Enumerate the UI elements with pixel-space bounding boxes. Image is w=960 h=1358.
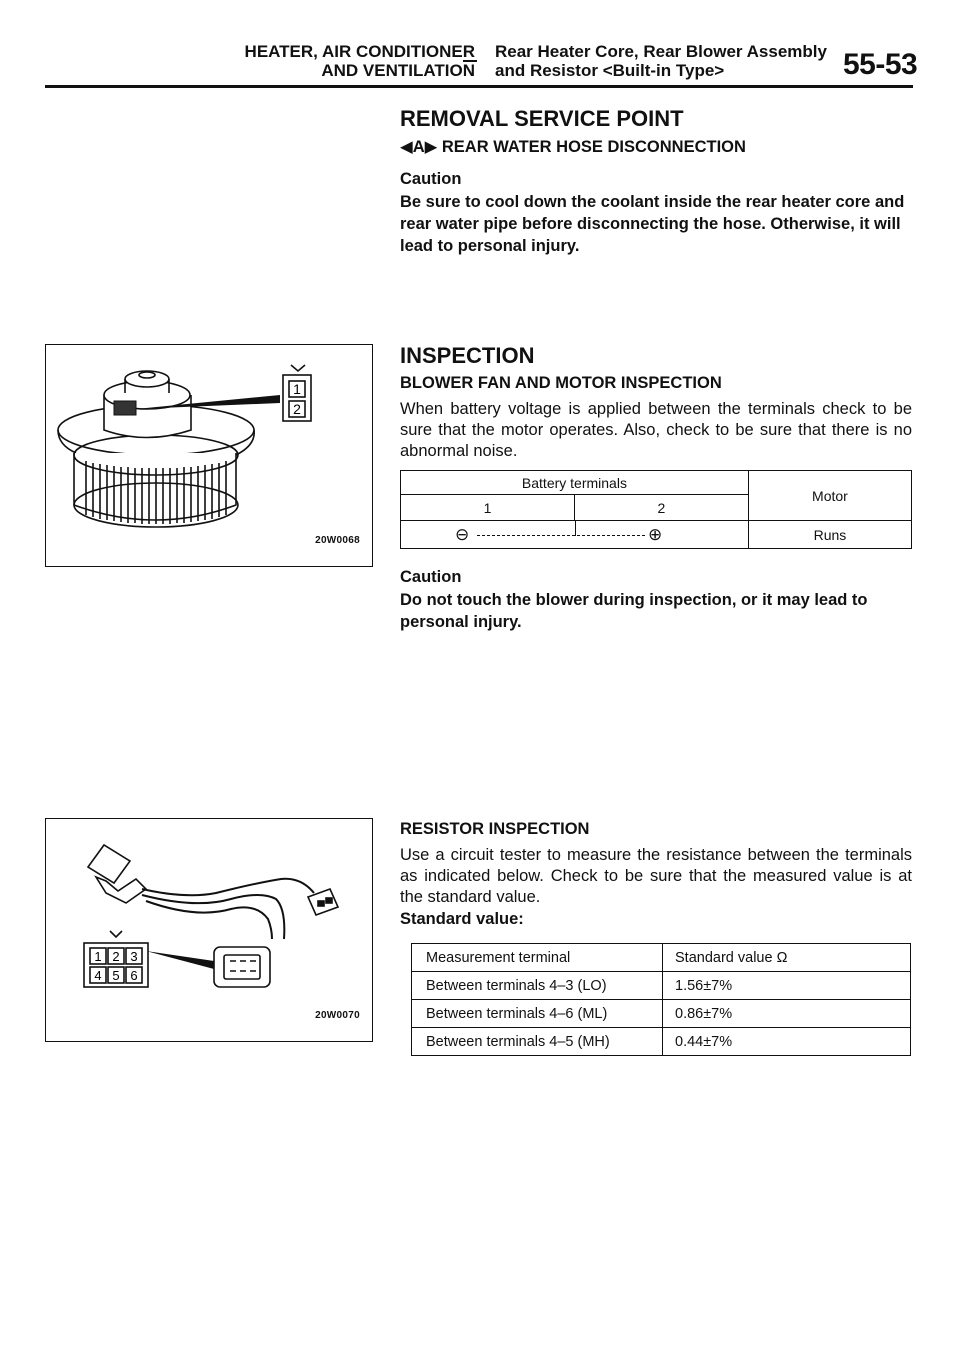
figure-id-label: 20W0070 xyxy=(315,1010,360,1021)
page-header xyxy=(0,0,960,88)
header-rule xyxy=(45,85,913,88)
connector-pin-1: 1 xyxy=(94,949,102,964)
removal-step-heading xyxy=(400,137,912,157)
inspection-title: INSPECTION xyxy=(400,343,535,368)
table-row xyxy=(412,1028,911,1056)
removal-step-title: REAR WATER HOSE DISCONNECTION xyxy=(441,138,746,156)
measurement-terminal-header: Measurement terminal xyxy=(412,944,663,972)
resistance-table xyxy=(411,943,911,1056)
motor-result: Runs xyxy=(748,521,911,549)
value-cell: 0.86±7% xyxy=(663,1000,911,1028)
terminal-1-header: 1 xyxy=(401,495,575,521)
header-section-line2: AND VENTILATION xyxy=(321,61,475,80)
blower-motor-illustration xyxy=(46,345,372,566)
connector-pin-1: 1 xyxy=(293,381,301,397)
connector-pin-2: 2 xyxy=(112,949,120,964)
inspection-caution-text: Do not touch the blower during inspection, or it may lead to personal injury. xyxy=(400,591,868,631)
header-topic xyxy=(495,42,855,80)
column-divider-stub xyxy=(575,520,576,536)
battery-terminal-table xyxy=(400,470,912,549)
connector-pin-2: 2 xyxy=(293,401,301,417)
plus-icon: ⊕ xyxy=(648,524,663,544)
header-section-title xyxy=(190,42,475,80)
blower-motor-figure xyxy=(45,344,373,567)
dashed-connection-line xyxy=(477,535,645,536)
removal-caution-label: Caution xyxy=(400,170,462,188)
value-cell: 0.44±7% xyxy=(663,1028,911,1056)
resistor-figure xyxy=(45,818,373,1042)
resistor-inspection-title: RESISTOR INSPECTION xyxy=(400,820,590,838)
terminal-cell: Between terminals 4–5 (MH) xyxy=(412,1028,663,1056)
connector-pin-4: 4 xyxy=(94,968,102,983)
table-row xyxy=(412,972,911,1000)
header-section-line1: HEATER, AIR CONDITIONER xyxy=(244,42,475,61)
minus-icon: ⊖ xyxy=(455,524,470,544)
battery-terminals-header: Battery terminals xyxy=(401,471,749,495)
removal-caution-text: Be sure to cool down the coolant inside the rear heater core and rear water pipe before disconnecting the hose. Otherwise, it will lead to personal injury. xyxy=(400,193,905,255)
figure-id-label: 20W0068 xyxy=(315,535,360,546)
resistor-illustration xyxy=(46,819,372,1041)
removal-title: REMOVAL SERVICE POINT xyxy=(400,106,684,131)
table-row xyxy=(412,1000,911,1028)
connector-pin-3: 3 xyxy=(130,949,138,964)
header-separator xyxy=(463,60,477,62)
terminal-cell: Between terminals 4–3 (LO) xyxy=(412,972,663,1000)
inspection-caution-label: Caution xyxy=(400,568,462,586)
connector-pin-6: 6 xyxy=(130,968,138,983)
terminal-2-header: 2 xyxy=(574,495,748,521)
page-number: 55-53 xyxy=(843,48,918,81)
header-topic-line2: and Resistor <Built-in Type> xyxy=(495,61,725,80)
standard-value-header: Standard value Ω xyxy=(663,944,911,972)
connector-pin-5: 5 xyxy=(112,968,120,983)
terminal-cell: Between terminals 4–6 (ML) xyxy=(412,1000,663,1028)
value-cell: 1.56±7% xyxy=(663,972,911,1000)
standard-value-label: Standard value: xyxy=(400,910,524,928)
motor-header: Motor xyxy=(748,471,911,521)
header-topic-line1: Rear Heater Core, Rear Blower Assembly xyxy=(495,42,827,61)
step-marker-icon: ◀A▶ xyxy=(400,138,438,156)
blower-inspection-text: When battery voltage is applied between the terminals check to be sure that the motor operates. Also, check to be sure that there is no abnormal noise. xyxy=(400,400,912,460)
resistor-inspection-text: Use a circuit tester to measure the resistance between the terminals as indicated below. Check to be sure that the measured value is at the standard value. xyxy=(400,846,912,906)
table-header-row xyxy=(412,944,911,972)
polarity-row xyxy=(401,521,749,549)
blower-inspection-title: BLOWER FAN AND MOTOR INSPECTION xyxy=(400,374,722,392)
